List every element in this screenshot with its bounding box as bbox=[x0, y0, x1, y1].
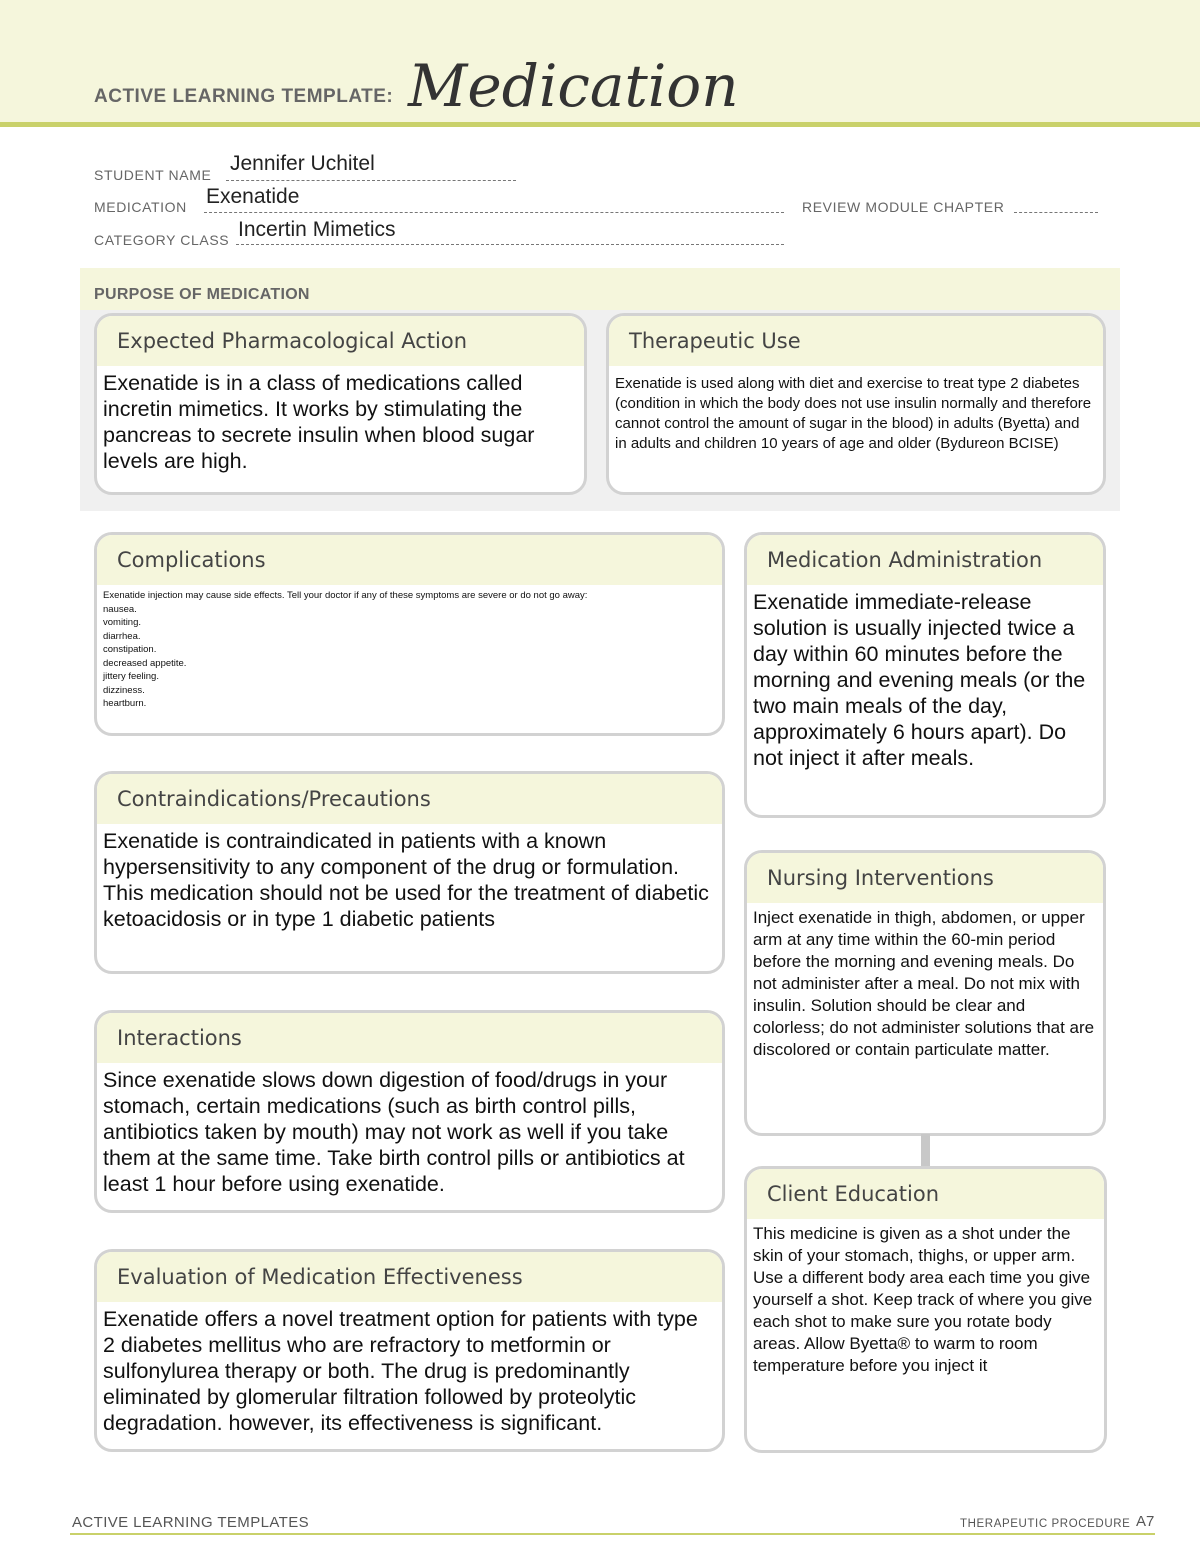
therapeutic-use-title: Therapeutic Use bbox=[629, 329, 801, 353]
complication-item: nausea. bbox=[103, 603, 137, 615]
expected-action-text[interactable]: Exenatide is in a class of medications called incretin mimetics. It works by stimulating the pancreas to secrete insulin when blood sugar levels are high. bbox=[103, 371, 535, 473]
student-name-value[interactable]: Jennifer Uchitel bbox=[230, 152, 375, 175]
complications-title: Complications bbox=[117, 548, 266, 572]
expected-action-title: Expected Pharmacological Action bbox=[117, 329, 468, 353]
complications-intro: Exenatide injection may cause side effects. Tell your doctor if any of these symptoms are severe or do not go away: bbox=[103, 590, 588, 601]
complication-item: vomiting. bbox=[103, 617, 142, 628]
complication-item: jittery feeling. bbox=[103, 671, 159, 682]
client-education-card bbox=[744, 1166, 1107, 1453]
interactions-title: Interactions bbox=[117, 1026, 242, 1050]
interactions-text[interactable]: Since exenatide slows down digestion of food/drugs in your stomach, certain medications (such as birth control pills, antibiotics taken by mouth) may not work as well if you take them at the same time. Take birth control pills or antibiotics at least 1 hour before using exenatide. bbox=[103, 1068, 685, 1196]
therapeutic-use-header bbox=[609, 316, 1103, 366]
client-education-text[interactable]: This medicine is given as a shot under the skin of your stomach, thighs, or upper arm. Use a different body area each time you give yourself a shot. Keep track of where you give each shot to make sure you rotate body areas. Allow Byetta® to warm to room temperature before you inject it bbox=[753, 1224, 1093, 1375]
category-class-label: CATEGORY CLASS bbox=[94, 232, 230, 248]
student-name-label: STUDENT NAME bbox=[94, 167, 212, 183]
complication-item: dizziness. bbox=[103, 684, 145, 696]
complication-item: constipation. bbox=[103, 644, 157, 655]
page-title: Medication bbox=[408, 52, 739, 120]
footer-left-label: ACTIVE LEARNING TEMPLATES bbox=[72, 1514, 309, 1531]
nursing-interventions-text[interactable]: Inject exenatide in thigh, abdomen, or upper arm at any time within the 60-min period before the morning and evening meals. Do not administer after a meal. Do not mix with insulin. Solution should be clear and colorless; do not administer solutions that are discolored or contain particulate matter. bbox=[753, 908, 1095, 1059]
therapeutic-use-card bbox=[606, 313, 1106, 495]
administration-header bbox=[747, 535, 1103, 585]
review-module-line bbox=[1014, 212, 1098, 213]
nursing-interventions-card bbox=[744, 850, 1106, 1136]
page-number: A7 bbox=[1136, 1513, 1155, 1530]
footer-rule bbox=[70, 1533, 1155, 1535]
interactions-card bbox=[94, 1010, 725, 1213]
client-education-title: Client Education bbox=[767, 1182, 940, 1206]
student-name-line bbox=[226, 180, 516, 181]
administration-title: Medication Administration bbox=[767, 548, 1043, 572]
review-module-label: REVIEW MODULE CHAPTER bbox=[802, 199, 1005, 215]
complications-header bbox=[97, 535, 722, 585]
contraindications-text[interactable]: Exenatide is contraindicated in patients with a known hypersensitivity to any component of the drug or formulation. This medication should not be used for the treatment of diabetic ketoacidosis or in type 1 diabetic patients bbox=[103, 829, 709, 931]
footer-right-label: THERAPEUTIC PROCEDURE bbox=[960, 1518, 1131, 1530]
evaluation-card bbox=[94, 1249, 725, 1452]
evaluation-title: Evaluation of Medication Effectiveness bbox=[117, 1265, 523, 1289]
medication-value[interactable]: Exenatide bbox=[206, 185, 300, 208]
purpose-label: PURPOSE OF MEDICATION bbox=[94, 286, 310, 303]
complications-card bbox=[94, 532, 725, 736]
nursing-interventions-title: Nursing Interventions bbox=[767, 866, 994, 890]
template-label: ACTIVE LEARNING TEMPLATE: bbox=[94, 86, 394, 107]
evaluation-header bbox=[97, 1252, 722, 1302]
evaluation-text[interactable]: Exenatide offers a novel treatment option for patients with type 2 diabetes mellitus who are refractory to metformin or sulfonylurea therapy or both. The drug is predominantly eliminated by glomerular filtration followed by proteolytic degradation. however, its effectiveness is significant. bbox=[103, 1307, 698, 1435]
category-class-line bbox=[236, 244, 784, 245]
contraindications-header bbox=[97, 774, 722, 824]
complication-item: diarrhea. bbox=[103, 630, 141, 642]
administration-card bbox=[744, 532, 1106, 818]
connector-bar bbox=[921, 1134, 930, 1166]
expected-action-card bbox=[94, 313, 587, 495]
nursing-interventions-header bbox=[747, 853, 1103, 903]
medication-label: MEDICATION bbox=[94, 199, 187, 215]
medication-line bbox=[204, 212, 784, 213]
administration-text[interactable]: Exenatide immediate-release solution is usually injected twice a day within 60 minutes before the morning and evening meals (or the two main meals of the day, approximately 6 hours apart). Do not inject it after meals. bbox=[753, 590, 1086, 770]
contraindications-title: Contraindications/Precautions bbox=[117, 787, 431, 811]
interactions-header bbox=[97, 1013, 722, 1063]
category-class-value[interactable]: Incertin Mimetics bbox=[238, 218, 396, 241]
complication-item: heartburn. bbox=[103, 698, 147, 709]
expected-action-header bbox=[97, 316, 584, 366]
complications-text[interactable] bbox=[97, 585, 722, 717]
therapeutic-use-text[interactable]: Exenatide is used along with diet and exercise to treat type 2 diabetes (condition in which the body does not use insulin normally and therefore cannot control the amount of sugar in the blood) in adults (Byetta) and in adults and children 10 years of age and older (Bydureon BCISE) bbox=[615, 375, 1092, 452]
client-education-header bbox=[747, 1169, 1104, 1219]
header-rule bbox=[0, 122, 1200, 127]
contraindications-card bbox=[94, 771, 725, 974]
complication-item: decreased appetite. bbox=[103, 657, 187, 669]
